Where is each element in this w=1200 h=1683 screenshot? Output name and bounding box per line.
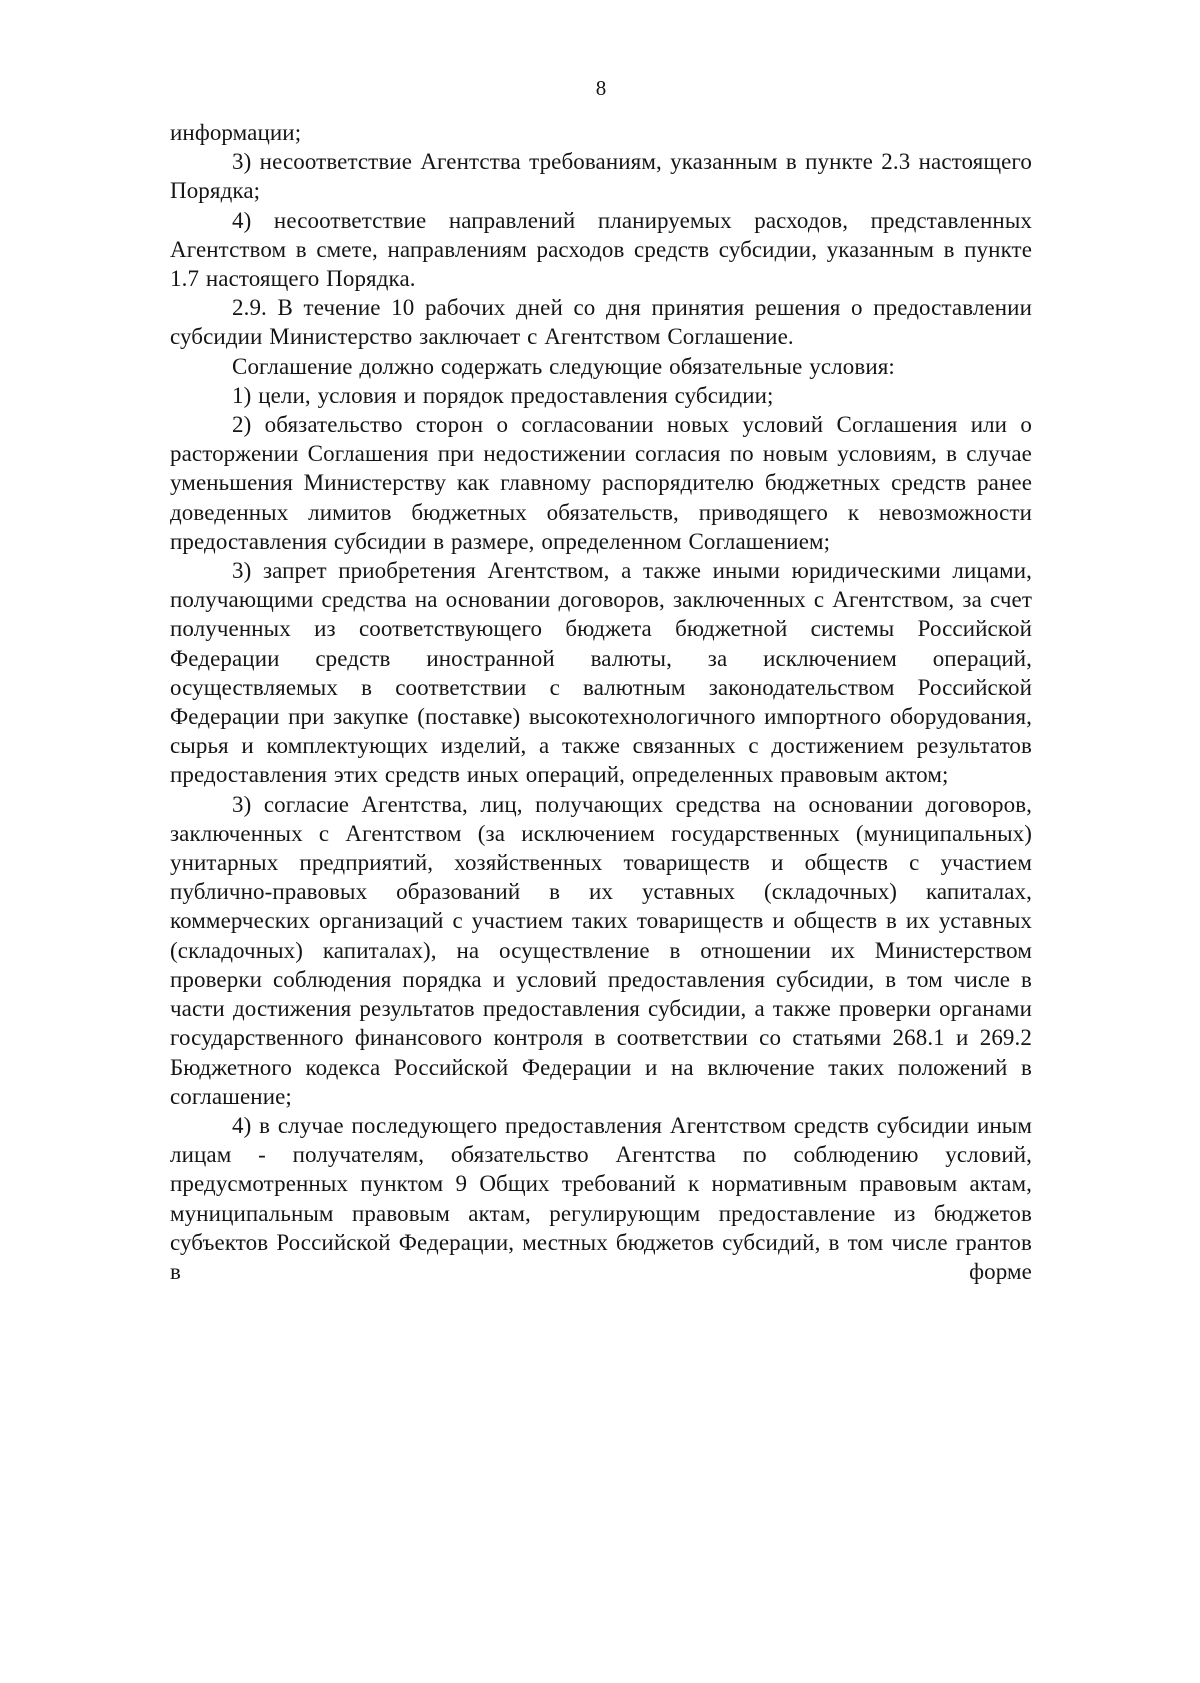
paragraph-agreement-intro: Соглашение должно содержать следующие обязательные условия: xyxy=(232,353,895,379)
paragraph-continuation: информации; xyxy=(170,120,302,145)
paragraph-condition-3-currency: 3) запрет приобретения Агентством, а также иными юридическими лицами, получающими средства на основании договоров, заключенных с Агентством, за счет полученных из соответствующего бюджета бюджетной системы Российской Федерации средств иностранной валюты, за исключением операций, осуществляемых в соответствии с валютным законодательством Российской Федерации при закупке (поставке) высокотехнологичного импортного оборудования, сырья и комплектующих изделий, а также связанных с достижением результатов предоставления этих средств иных операций, определенных правовым актом; xyxy=(170,558,1032,788)
paragraph-condition-3-consent: 3) согласие Агентства, лиц, получающих средства на основании договоров, заключенных с Агентством (за исключением государственных (муниципальных) унитарных предприятий, хозяйственных товариществ и обществ с участием публично-правовых образований в их уставных (складочных) капиталах, коммерческих организаций с участием таких товариществ и обществ в их уставных (складочных) капиталах), на осуществление в отношении их Министерством проверки соблюдения порядка и условий предоставления субсидии, в том числе в части достижения результатов предоставления субсидии, а также проверки органами государственного финансового контроля в соответствии со статьями 268.1 и 269.2 Бюджетного кодекса Российской Федерации и на включение таких положений в соглашение; xyxy=(170,791,1032,1109)
paragraph-item-4: 4) несоответствие направлений планируемых расходов, представленных Агентством в смете, направлениям расходов средств субсидии, указанным в пункте 1.7 настоящего Порядка. xyxy=(170,207,1032,292)
document-body xyxy=(170,118,1032,1286)
paragraph-clause-2-9: 2.9. В течение 10 рабочих дней со дня принятия решения о предоставлении субсидии Министерство заключает с Агентством Соглашение. xyxy=(170,295,1032,350)
paragraph-item-3: 3) несоответствие Агентства требованиям, указанным в пункте 2.3 настоящего Порядка; xyxy=(170,149,1032,204)
paragraph-condition-2: 2) обязательство сторон о согласовании новых условий Соглашения или о расторжении Соглашения при недостижении согласия по новым условиям, в случае уменьшения Министерству как главному распорядителю бюджетных средств ранее доведенных лимитов бюджетных обязательств, приводящего к невозможности предоставления субсидии в размере, определенном Соглашением; xyxy=(170,412,1032,554)
paragraph-condition-4: 4) в случае последующего предоставления Агентством средств субсидии иным лицам - получателям, обязательство Агентства по соблюдению условий, предусмотренных пунктом 9 Общих требований к нормативным правовым актам, муниципальным правовым актам, регулирующим предоставление из бюджетов субъектов Российской Федерации, местных бюджетов субсидий, в том числе грантов в форме xyxy=(170,1112,1032,1284)
paragraph-condition-1: 1) цели, условия и порядок предоставления субсидии; xyxy=(232,382,774,408)
page-number: 8 xyxy=(595,76,607,100)
